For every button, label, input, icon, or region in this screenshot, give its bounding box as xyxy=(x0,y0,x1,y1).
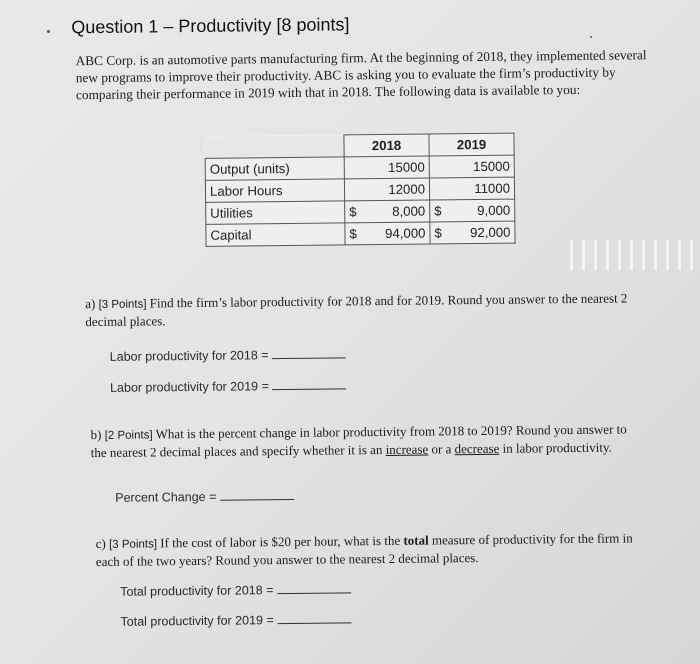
question-text: in labor productivity. xyxy=(502,439,612,456)
answer-blank[interactable] xyxy=(272,377,346,390)
points-tag: [3 Points] xyxy=(98,298,147,311)
answer-blank[interactable] xyxy=(277,581,351,594)
answer-line-c-2018 xyxy=(120,581,351,598)
cell-value: 92,000 xyxy=(470,224,511,241)
bold-word: total xyxy=(403,532,429,548)
cell-2019 xyxy=(430,199,515,222)
table-row xyxy=(205,177,514,202)
question-text: If the cost of labor is $20 per hour, what is the xyxy=(160,532,401,551)
question-text: What is the percent change in labor productivity from 2018 to 2019? Round you answer to the nearest 2 decimal places and specify whether it is an xyxy=(90,421,627,460)
row-label: Capital xyxy=(206,223,345,246)
question-marker: b) xyxy=(90,426,102,443)
header-2018: 2018 xyxy=(344,134,429,157)
points-tag: [3 Points] xyxy=(109,538,158,551)
table-row xyxy=(206,199,515,224)
row-label: Utilities xyxy=(206,201,345,224)
answer-line-b xyxy=(115,488,294,505)
answer-label: Percent Change = xyxy=(115,489,217,505)
cell-2018 xyxy=(345,200,430,223)
table-corner xyxy=(205,135,344,158)
cell-value: 8,000 xyxy=(392,203,426,219)
question-text: measure of productivity for the firm in each of the two years? Round you answer to the nearest 2 decimal places. xyxy=(95,530,633,569)
currency-symbol: $ xyxy=(434,225,442,241)
answer-line-a-2018 xyxy=(110,346,346,363)
answer-label: Labor productivity for 2018 = xyxy=(109,348,269,364)
answer-blank[interactable] xyxy=(220,488,294,501)
table-row xyxy=(205,155,514,180)
points-tag: [2 Points] xyxy=(104,429,153,442)
cell-2019: 15000 xyxy=(429,155,514,178)
question-marker: c) xyxy=(95,535,106,552)
answer-blank[interactable] xyxy=(272,346,346,359)
glare-stripes xyxy=(570,240,700,270)
intro-paragraph: ABC Corp. is an automotive parts manufacturing firm. At the beginning of 2018, they implemented several new programs to improve their productivity. ABC is asking you to evaluate the firm’s productivity by comparing their performance in 2019 with that in 2018. The following data is available to you: xyxy=(75,47,647,103)
speck xyxy=(590,36,592,38)
currency-symbol: $ xyxy=(349,204,357,220)
question-b xyxy=(90,421,635,461)
data-table xyxy=(204,133,515,247)
decrease-word: decrease xyxy=(454,440,500,456)
answer-label: Total productivity for 2019 = xyxy=(120,613,274,629)
table-header-row xyxy=(205,133,514,158)
question-text: or a xyxy=(431,440,452,457)
row-label: Labor Hours xyxy=(205,179,344,202)
question-c xyxy=(96,530,636,570)
cell-2019 xyxy=(430,221,515,244)
cell-2018 xyxy=(345,222,430,245)
increase-word: increase xyxy=(385,441,429,457)
currency-symbol: $ xyxy=(434,203,442,219)
question-title: Question 1 – Productivity [8 points] xyxy=(71,14,350,38)
header-2019: 2019 xyxy=(429,133,514,156)
table-row xyxy=(206,221,515,246)
cell-2019: 11000 xyxy=(429,177,514,200)
cell-2018: 12000 xyxy=(344,178,429,201)
currency-symbol: $ xyxy=(349,226,357,242)
question-marker: a) xyxy=(85,296,96,312)
cell-value: 94,000 xyxy=(385,225,426,241)
answer-line-a-2019 xyxy=(110,377,346,394)
answer-blank[interactable] xyxy=(277,611,351,624)
cell-value: 9,000 xyxy=(477,202,511,219)
question-a xyxy=(85,290,630,330)
answer-line-c-2019 xyxy=(120,611,351,628)
row-label: Output (units) xyxy=(205,157,344,180)
cell-2018: 15000 xyxy=(344,156,429,179)
question-text: Find the firm’s labor productivity for 2018 and for 2019. Round you answer to the nearest 2 decimal places. xyxy=(85,290,628,329)
speck xyxy=(47,30,50,33)
answer-label: Total productivity for 2018 = xyxy=(120,583,274,599)
answer-label: Labor productivity for 2019 = xyxy=(109,379,269,395)
